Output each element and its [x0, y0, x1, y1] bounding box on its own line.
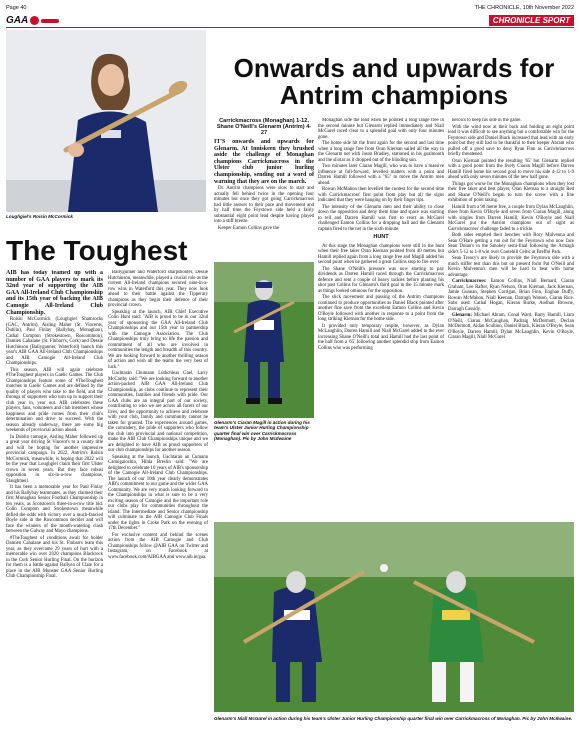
niall-mcgarel-photo: [214, 522, 574, 712]
left-article-lead: AIB has today teamed up with a number of GAA players to mark its 32nd year of supporting the AIB GAA All-Ireland Club Championship and its 15th year of backing the AIB Camogie All-Ireland Club Championship.: [6, 270, 103, 316]
page-number: Page 40: [6, 5, 27, 11]
hurley-icon: [41, 19, 59, 23]
main-article-para: heroics to keep his side in the game.: [452, 118, 522, 123]
main-article-para: It provided only temporary respite, however, as Dylan McLaughlin, Darren Hamill and Niall McGarel added to the ever increasing Shane O'Neill's total and Hamill had the last point of the half from a '65' following another splendid stop from Eamon Collins who was performing: [318, 323, 444, 351]
main-article-para: Keeper Eamon Collins gave the: [218, 225, 280, 231]
roisin-mccormick-photo: [6, 30, 206, 212]
left-article-para: Ballygunner and Waterford sharpshooter, Dessie Hutchinson, meanwhile, played a crucial role as the current All-Ireland champions secured nine-in-a-row wins in Waterford this year. They now look ahead to their battle against the Tipperary champions as they begin their defence of their provincial crown.: [108, 270, 208, 308]
left-article-para: #TheToughest of conditions await for holder Damien Cahalane and his St. Finbarrs team this year, as they overcame 29 years of hurt with a memorable win over 2020 champions Blackrock in the Cork Senior Hurling Final. On the horizon for them is a battle against Ballyea of Clare for a place in the AIB Munster GAA Senior Hurling Club Championship Final.: [6, 535, 103, 580]
ciaran-magill-photo: [214, 262, 314, 418]
main-article-col1: [214, 118, 314, 258]
main-article-para: The intensity of the Glenarm men and their ability to close down the opposition and deny them time and space was starting to tell and Darren Hamill was first to react as McGarel challenged Eamon Collins for a dropping ball and the Glenarm captain fired to the net in the sixth minute.: [318, 204, 444, 232]
left-article-col1: [6, 270, 103, 732]
paper-date: THE CHRONICLE, 10th November 2022: [474, 5, 574, 11]
main-article-lead: IT'S onwards and upwards for Glenarm. At Inniskeen they brushed aside the challenge of Monaghan champions Carrickmacross in the Ulster club junior hurling championship, sending out a word of warning that they are on the march.: [214, 139, 314, 185]
main-article-para: Hamill from a 90 metre free, a couple from Dylan McLaughlin, three from Kevin O'Boyle and seven from Ciaran Magill, along with singles from Darren Hamill, Kevin O'Boyle and Niall McGarel put the Antrim champions out of sight as Carrickmacross' challenge faded to a trickle.: [448, 204, 574, 232]
left-article-para: This season, AIB will again celebrate #TheToughest players in Gaelic Games. The Club Championships feature some of #TheToughest matches in Gaelic Games and are defined by the quality of players who take to the field, and the throngs of supporters who turn up to support their club year in, year out. AIB celebrates these players, fans, volunteers and club members whose happiness and pride comes from their club's determination and drive to succeed. With the season already underway, there are some big weekends of provincial action ahead.: [6, 367, 103, 434]
team-names: Eamon Collins, Niall Bernard, Ciaran Graham, Lee Rafter, Ryan Nelson, Oran Kiernan, Jack Kiernan, Jamie Gunnan, Stephen Corrigan, Brian Finn, Eoghan Duffy, Rowan McMahon, Niall Keenan, Darragh Watson, Ciaran Rice. Subs used: Cathal Hogan, Kieran Burke, Aodhan Browne, Darragh Cassidy.: [448, 279, 574, 312]
main-article-para: Things got worse for the Monaghan champions when they lost their free taker and best player, Oran Kiernan to a straight Red and Shane O'Neill's began to turn the screw with a fine exhibition of point taking.: [448, 181, 574, 203]
main-article-para: The slick movement and passing of the Antrim champions continued to produce opportunities as Daniel Black pointed after another fine save from the excellent Eamon Collins and Kevin O'Boyle followed with another in response to a point from the long striking Kiernan for the home side.: [318, 295, 444, 322]
hurling-action-illustration-1: [214, 262, 314, 418]
left-article-para: Roisin McCormick (Loughgiel Shamrocks (GAC, Antrim), Aisling Maher (St. Vincents, Dublin), Paul Finlay (Ballybay, Monaghan), Cathal Compton (Strokestown, Roscommon), Damien Cahalane (St. Finbarr's, Cork) and Dessie Hutchinson (Ballygunner, Waterford) launch this year's AIB GAA All-Ireland Club Championships and AIB Camogie All-Ireland Club Championships.: [6, 317, 103, 367]
photo1-caption: Glenarm's Ciaran Magill in action during his team's Ulster Junior Hurling Championship quarter final win over Carrickmacross (Monaghan). Pic by John McIlwaine: [214, 420, 310, 442]
crosshead-hunt: HUNT: [373, 234, 389, 240]
left-headline: The Toughest: [6, 235, 188, 266]
main-article-para: Monaghan side the lead when he pointed a long range free in the second minute but Glenarm replied immediately and Niall McGarel raced clear to a splendid goal with only four minutes gone.: [318, 118, 444, 140]
gaa-logo: [6, 15, 59, 26]
main-article-para: Dr. Antrim champions were slow to start and actually fell behind twice in the opening four minutes but once they got going Carrickmacross had little answer to their pace and movement and by half time the Feystown side held a fairly substantial eight point lead despite having played into a stiff breeze.: [214, 186, 314, 225]
left-article-para: Speaking at the launch, AIB Chief Executive Colin Hunt said: "AIB is proud to be in our 32nd year of sponsoring the GAA All-Ireland Club Championships and our 15th year in partnership with the Camogie Association. The Club Championships truly bring to life the passion and commitment of all who are involved in communities the length and breadth of this country. We are looking forward to another thrilling season of action and wish all the teams the very best of luck.": [108, 309, 208, 370]
left-article-col2: [108, 270, 208, 732]
left-article-para: It has been a memorable year for Paul Finlay and his Ballybay teammates, as they claimed their first Monaghan Senior Football Championship in ten years, as Scotstown's three-in-a-row title bid. Colin Compton and Strokestown meanwhile defied the odds with victory over a much-fancied Boyle side in the Roscommon decider and will face the winners of the mouth-watering clash between the Galway and Mayo champions.: [6, 485, 103, 535]
main-article-para: With the wind now at their back and holding an eight point lead it was difficult to see anything but a comfortable win for the Feystown side and Daniel Black increased that lead with an early point but they still had to be thankful to their keeper Abram who pulled off a good save to deny Ryan Finn as Carrickmacross briefly threatened.: [448, 124, 574, 157]
left-article-para: For exclusive content and behind the scenes action from the AIB Camogie and Club Championships follow @AIB GAA on Twitter and Instagram, on Facebook at www.facebook.com/AIBGAA and www.aib.ie/gaa.: [108, 532, 208, 560]
team-label: Glenarm:: [452, 313, 472, 318]
page-folio: [6, 3, 574, 13]
left-article-para: In Dublin camogie, Aisling Maher followed up a great year driving St Vincent's to a county title and will be hoping for another impressive provincial campaign. In 2022, Antrim's Roisin McCormick, meanwhile, is hoping that 2022 will be the year that Loughgiel claim their first Ulster crown in seven years. But they face robust opposition in six-in-a-row champions, Slaughtneil.: [6, 434, 103, 484]
portrait-illustration: [6, 30, 206, 212]
sliotar-icon: [30, 16, 39, 25]
left-article-para: Speaking at the launch, Uachtarán an Cumann Camógaíochta, Hilda Breslin said: "We are delighted to celebrate 10 years of AIB's sponsorship of the Camogie All-Ireland Club Championships. The launch of our 10th year clearly demonstrates AIB's commitment to our game and the wider GAA Community. We are very much looking forward to the Championships in what is sure to be a very exciting season of Camogie and the important role our clubs play for communities throughout the island. The Intermediate and Senior championship will culminate in the AIB Camogie Club Finals under the lights in Croke Park on the evening of 17th December.": [108, 454, 208, 531]
hurling-action-illustration-2: [214, 522, 574, 712]
main-article-para: The Shane O'Neill's pressure was now starting to pay dividends as Darren Hamill raced through the Carrickmacross defence and sent a couple of heavy tackles before planting his shot past Collins for Glenarm's third goal in the 15 minute mark as things looked ominous for the opposition.: [318, 266, 444, 294]
main-article-para: Two minutes later Ciaran Magill, who was to have a massive influence at full-forward, levelled matters with a point and Darren Hamill followed with a "65" to move the Antrim men ahead.: [318, 164, 444, 186]
main-article-para: Rowan McMahon then levelled the contest for the second time with Carrickmacross' first point from play but all the signs indicated that they were hanging on by their finger tips.: [318, 187, 444, 203]
team-label: Carrickmacross:: [452, 279, 487, 284]
chronicle-sport-tag: CHRONICLE SPORT: [489, 15, 574, 26]
portrait-caption: Loughgiel's Roisin McCormick: [6, 214, 73, 219]
team-list-carrickmacross: [448, 279, 574, 312]
photo2-caption: Glenarm's Niall McGarel in action during his team's Ulster Junior Hurling Championship quarter final win over Carrickmacross of Monaghan. Pic by John McIlwaine.: [214, 716, 573, 721]
section-banner: [6, 14, 574, 28]
team-list-glenarm: [448, 313, 574, 341]
gaa-logo-text: GAA: [6, 15, 29, 26]
team-names: Michael Abram, Conal Ward, Barry Hamill, Liam O'Neill, Ciaran McCaughan, Padraig McDermott, Declan McDermott, Aidan Scullion, Daniel Black, Kieran O'Boyle, Sean O'Boyle, Darren Hamill, Dylan McLaughlin, Kevin O'Boyle, Ciaran Magill, Niall McGarel: [448, 313, 574, 340]
left-article-para: Uachtarán Chumann Lúthchleas Gael, Larry McCarthy said: "We are looking forward to another action-packed AIB GAA All-Ireland Club Championship, as clubs continue to represent their communities, families and friends with pride. Our GAA clubs are an integral part of our society, contributing to who we are across all facets of our lives, and the opportunity to achieve and celebrate with your club, family and community cannot be taken for granted. The experiences around games, the comradery, the pride of supporters who follow the club into provincial and national competition, make the AIB Club Championships unique and we are delighted to have AIB as proud supporters of our club championships for another season.: [108, 371, 208, 453]
main-article-col3: [448, 118, 574, 518]
main-article-para: At this stage the Monaghan champions were still in the hunt when their free taker Oran Kiernan pointed from 40 metres but Hamill replied again from a long range free and Magill added his second point when he gathered a great Collins stop to fire over.: [318, 243, 444, 265]
match-scoreline: Carrickmacross (Monaghan) 1-12, Shane O'Neill's Glenarm (Antrim) 4-27: [216, 118, 312, 136]
main-article-col2: [318, 118, 444, 518]
main-article-para: The home side hit the front again for the second and last time when a long range free from Oran Kiernan sailed all the way to the Glenarm net with Jason Bradley, stationed in his goalmouth and the sliotar as it dropped out of the blinding sun.: [318, 141, 444, 163]
main-article-para: Oran Kiernan pointed the resulting '65' but Glenarm replied with a good point from the lively Ciaran Magill before Darren Hamill fired home his second goal to move his side 4-12 to 1-9 ahead with only seven minutes of the new half gone.: [448, 158, 574, 180]
main-article-para: Sean Treacy's are likely to provide the Feystown side with a much stiffer test than this but on present form Pat O'Neill and Kevin Mulvenna's men will be hard to beat with home advantage.: [448, 256, 574, 278]
main-headline: Onwards and upwards for Antrim champions: [233, 53, 555, 110]
main-article-para: Both sides emptied their benches with Rory Mulvenna and Sean O'Hare getting a run out for the Feystown who now face Sean Dolan's in the Smokey semi-final following the Armagh side's 5-12 to 1-8 win over Cootehill Celtic at Breffni Park.: [448, 233, 574, 255]
